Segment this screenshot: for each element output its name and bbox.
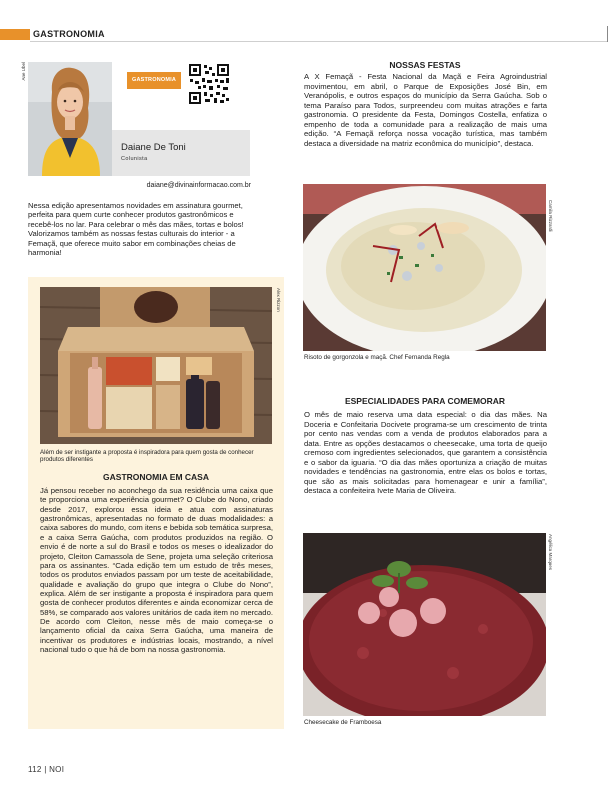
section-color-tab	[0, 29, 30, 40]
cheesecake-caption: Cheesecake de Framboesa	[304, 719, 382, 726]
gastronomia-em-casa-body: Já pensou receber no aconchego da sua residência uma caixa que te proporciona uma experiência gourmet? O Clube do Nono, criado desde 2017, explorou essa ideia e atua com assinaturas gastronômicas, apresentadas no formato de duas modalidades: a caixa sabores do mundo, com itens e bebida sob temática surpresa, e a caixa Serra Gaúcha, com produtos produzidos na região. O envio é de norte a sul do Brasil e todos os meses o idealizador do projeto, Cleiton Camassola de Sene, projeta uma seleção criteriosa para os assinantes. “Cada edição tem um estudo de três meses, todos os produtos enviados passam por um teste de aceitabilidade, qualidade e avaliação do grupo que integra o Clube do Nono”, explica. Além de ser instigante a proposta é inspiradora para quem gosta de conhecer produtos diferentes e ainda economizar cerca de 58%, se comparado aos valores unitários de cada item no mercado. De acordo com Cleiton, nesse mês de maio começa-se o lançamento oficial da caixa Serra Gaúcha, uma maneira de incentivar os produtores e indústrias locais, mostrando, a nível nacional tudo o que há de bom na nossa gastronomia.	[40, 486, 273, 655]
columnist-name: Daiane De Toni	[121, 142, 186, 153]
page-footer	[28, 765, 64, 774]
portrait-photo-credit: Ane Ubel	[21, 62, 26, 81]
qr-code-icon[interactable]	[187, 62, 231, 106]
gift-box-photo	[40, 287, 272, 444]
nossas-festas-body: A X Femaçã - Festa Nacional da Maçã e Feira Agroindustrial movimentou, em abril, o Parque de Exposições José Bin, em Veranópolis, e outros espaços do município da Serra Gaúcha. Sob o tema Paraíso para Todos, surpreendeu com muitas atrações e farta gastronomia. O presidente da Festa, Domingos Costella, enfatiza o empenho de toda a comunidade para a realização de mais uma edição. “A Femaçã reforça nossa vocação turística, mas também destaca a diversidade na matriz econômica do município”, destaca.	[304, 72, 547, 148]
risotto-photo-credit: Camila Rizzardi	[548, 200, 553, 232]
section-title: GASTRONOMIA	[33, 29, 105, 39]
box-photo-credit: Alex Rizzon	[276, 288, 281, 312]
cheesecake-photo-credit: Angélica Marques	[548, 534, 553, 571]
especialidades-body: O mês de maio reserva uma data especial: o dia das mães. Na Doceria e Confeitaria Docivete programa-se um crescimento de trinta por cento nas vendas com a venda de produtos elaborados para a data. Entre as opções destacamos o cheesecake, uma torta de queijo cremoso com ingredientes selecionados, que garantem a consistência e o sabor da iguaria. “O dia das mães oportuniza a criação de muitas novidades e tendências na gastronomia, entre elas os bolos e tortas, que são as mais solicitadas para homenagear e unir a família”, destaca a confeiteira Ivete Maria de Oliveira.	[304, 410, 547, 495]
columnist-role: Colunista	[121, 156, 148, 162]
column-tag: GASTRONOMIA	[127, 72, 181, 89]
cheesecake-photo	[303, 533, 546, 716]
magazine-name: NOI	[49, 765, 65, 774]
header-rule	[30, 41, 607, 42]
especialidades-title: ESPECIALIDADES PARA COMEMORAR	[344, 396, 506, 406]
nossas-festas-title: NOSSAS FESTAS	[389, 60, 461, 70]
gastronomia-em-casa-title: GASTRONOMIA EM CASA	[103, 472, 209, 482]
box-photo-caption: Além de ser instigante a proposta é inspiradora para quem gosta de conhecer produtos diferentes	[40, 449, 254, 464]
intro-paragraph: Nessa edição apresentamos novidades em assinatura gourmet, perfeita para quem curte conhecer produtos gastronômicos e recebê-los no lar. Para celebrar o mês das mães, tortas e bolos! Valorizamos também as nossas festas culturais do interior - a Femaçã, que oferece muito sabor em combinações cheias de harmonia!	[28, 201, 244, 258]
columnist-portrait	[28, 62, 112, 176]
page-number: 112	[28, 765, 42, 774]
risotto-photo	[303, 184, 546, 351]
page-edge-mark	[607, 26, 612, 42]
columnist-email[interactable]: daiane@divinainformacao.com.br	[146, 182, 251, 189]
risotto-caption: Risoto de gorgonzola e maçã. Chef Fernanda Regla	[304, 354, 450, 361]
footer-separator: |	[44, 765, 50, 774]
columnist-name-box	[112, 130, 250, 176]
